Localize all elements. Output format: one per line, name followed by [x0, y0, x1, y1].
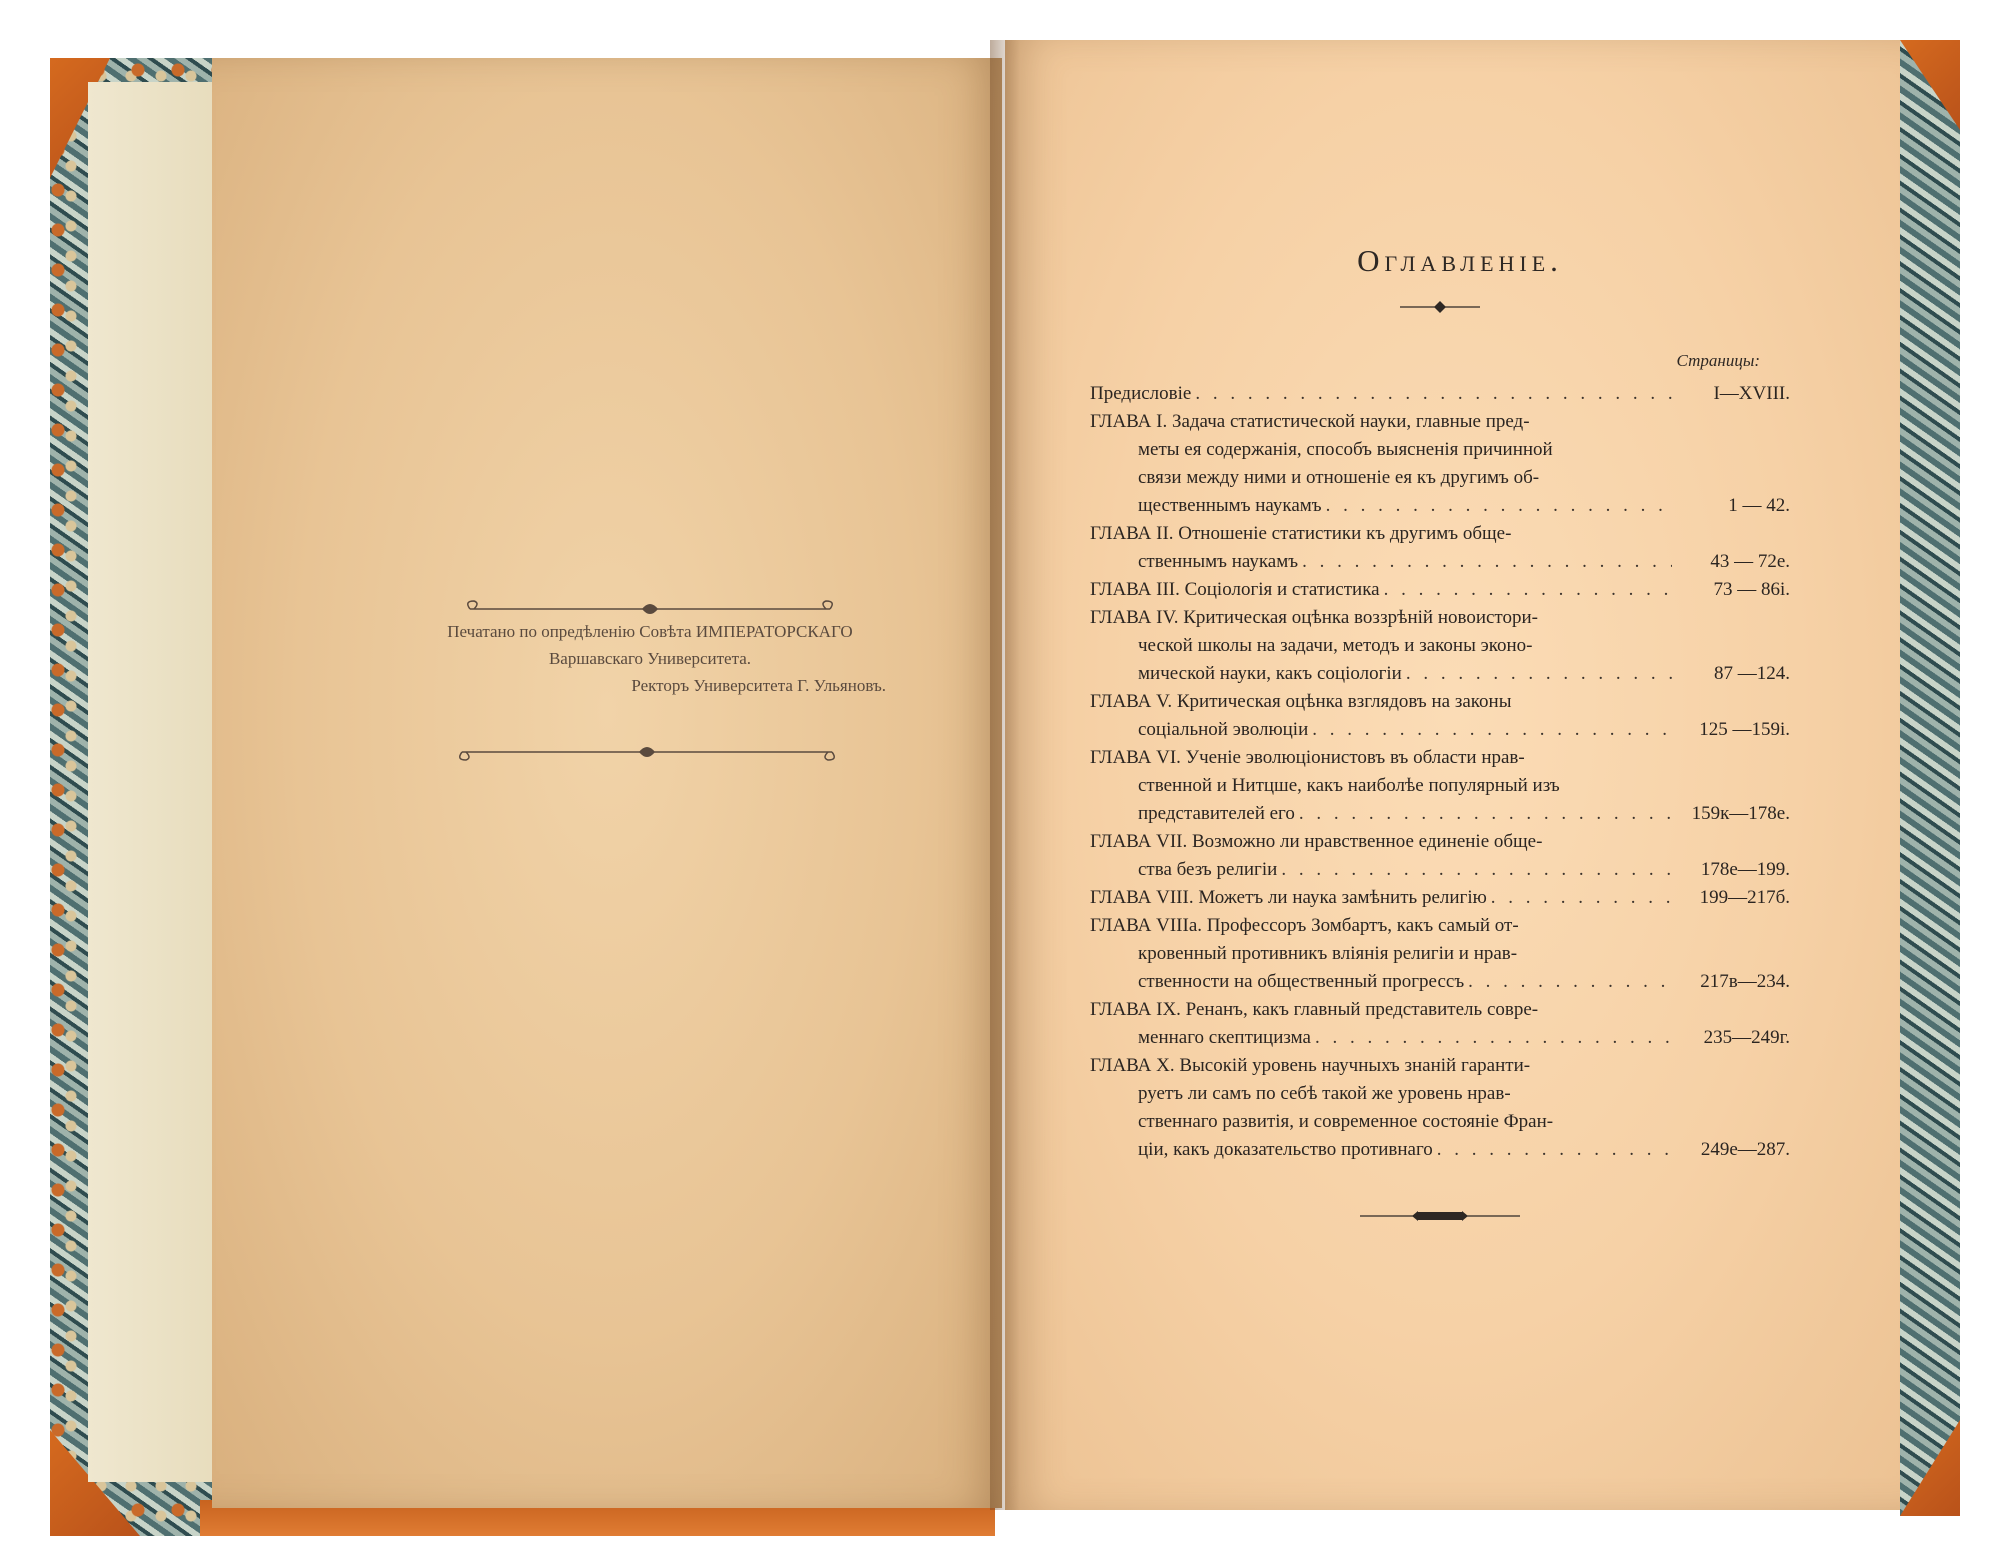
imprint-line: Печатано по опредѣленію Совѣта ИМПЕРАТОРСКАГО — [447, 622, 853, 641]
toc-page-number: 199—217б. — [1699, 887, 1790, 908]
dot-leader — [1464, 968, 1672, 996]
toc-entry — [1090, 380, 1790, 408]
toc-entry — [1090, 884, 1790, 912]
toc-entry-text: щественнымъ наукамъ — [1138, 495, 1322, 516]
book-gutter — [990, 40, 1020, 1510]
page-title: Оглавленіе. — [1357, 243, 1563, 278]
toc-entry — [1090, 828, 1790, 884]
dot-leader — [1295, 800, 1672, 828]
toc-page-number: 178е—199. — [1700, 859, 1790, 880]
toc-entry — [1090, 912, 1790, 996]
toc-entry-text: ГЛАВА II. Отношеніе статистики къ другимъ обще- — [1090, 523, 1512, 544]
toc-entry — [1090, 1052, 1790, 1164]
marbled-cover-right — [1900, 40, 1960, 1516]
dot-leader — [1322, 492, 1672, 520]
imprint-rector: Ректоръ Университета Г. Ульяновъ. — [631, 676, 886, 695]
toc-entry — [1090, 604, 1790, 688]
toc-entry-text: руетъ ли самъ по себѣ такой же уровень нрав- — [1138, 1083, 1511, 1104]
toc-entry-text: ГЛАВА III. Соціологія и статистика — [1090, 579, 1380, 600]
toc-entry-text: ГЛАВА VII. Возможно ли нравственное единеніе обще- — [1090, 831, 1543, 852]
table-of-contents — [1090, 380, 1790, 1164]
toc-page-number: 159к—178е. — [1691, 803, 1790, 824]
dot-leader — [1402, 660, 1672, 688]
toc-entry-text: представителей его — [1138, 803, 1295, 824]
dot-leader — [1277, 856, 1672, 884]
toc-entry — [1090, 576, 1790, 604]
toc-page-number: 235—249г. — [1703, 1027, 1790, 1048]
toc-entry-text: ственности на общественный прогрессъ — [1138, 971, 1465, 992]
ornament-top-icon — [460, 598, 840, 620]
toc-entry-text: ГЛАВА X. Высокій уровень научныхъ знаній гаранти- — [1090, 1055, 1531, 1076]
toc-page-number: I—XVIII. — [1713, 383, 1790, 404]
toc-entry-text: ственнымъ наукамъ — [1138, 551, 1299, 572]
title-ornament-icon — [1400, 300, 1480, 314]
toc-entry-text: ГЛАВА VIIIа. Профессоръ Зомбартъ, какъ самый от- — [1090, 915, 1519, 936]
toc-entry-text: ціи, какъ доказательство противнаго — [1138, 1139, 1433, 1160]
toc-entry — [1090, 996, 1790, 1052]
toc-entry-text: соціальной эволюціи — [1138, 719, 1309, 740]
toc-page-number: 217в—234. — [1700, 971, 1790, 992]
toc-page-number: 125 —159і. — [1699, 719, 1790, 740]
toc-entry — [1090, 688, 1790, 744]
toc-entry-text: ГЛАВА IV. Критическая оцѣнка воззрѣній новоистори- — [1090, 607, 1538, 628]
toc-entry-text: кровенный противникъ вліянія религіи и нрав- — [1138, 943, 1518, 964]
toc-entry-text: ственнаго развитія, и современное состояніе Фран- — [1138, 1111, 1554, 1132]
toc-entry-text: ственной и Нитцше, какъ наиболѣе популярный изъ — [1138, 775, 1560, 796]
ornament-bottom-icon — [452, 741, 842, 763]
toc-entry-text: ГЛАВА V. Критическая оцѣнка взглядовъ на законы — [1090, 691, 1512, 712]
toc-entry — [1090, 408, 1790, 520]
toc-entry-text: Предисловіе — [1090, 383, 1192, 404]
imprint-block — [410, 618, 890, 699]
toc-entry-text: связи между ними и отношеніе ея къ другимъ об- — [1138, 467, 1540, 488]
dot-leader — [1308, 716, 1672, 744]
toc-entry-text: ГЛАВА IX. Ренанъ, какъ главный представитель совре- — [1090, 999, 1539, 1020]
toc-page-number: 73 — 86і. — [1713, 579, 1790, 600]
toc-entry-text: меннаго скептицизма — [1138, 1027, 1311, 1048]
toc-page-number: 1 — 42. — [1728, 495, 1790, 516]
toc-entry-text: мической науки, какъ соціологіи — [1138, 663, 1402, 684]
toc-entry-text: меты ея содержанія, способъ выясненія причинной — [1138, 439, 1553, 460]
toc-entry — [1090, 520, 1790, 576]
toc-entry-text: ческой школы на задачи, методъ и законы эконо- — [1138, 635, 1533, 656]
left-page — [212, 58, 1002, 1508]
toc-page-number: 87 —124. — [1714, 663, 1790, 684]
toc-page-number: 249е—287. — [1700, 1139, 1790, 1160]
dot-leader — [1433, 1136, 1672, 1164]
dot-leader — [1487, 884, 1672, 912]
flyleaf — [88, 82, 223, 1482]
pages-column-label: Страницы: — [1676, 351, 1760, 370]
end-ornament-icon — [1360, 1208, 1520, 1224]
dot-leader — [1191, 380, 1672, 408]
dot-leader — [1298, 548, 1672, 576]
toc-entry-text: ства безъ религіи — [1138, 859, 1278, 880]
dot-leader — [1380, 576, 1672, 604]
dot-leader — [1311, 1024, 1672, 1052]
toc-entry-text: ГЛАВА VIII. Можетъ ли наука замѣнить религію — [1090, 887, 1487, 908]
imprint-line: Варшавскаго Университета. — [548, 649, 752, 668]
toc-entry — [1090, 744, 1790, 828]
toc-page-number: 43 — 72е. — [1710, 551, 1790, 572]
toc-entry-text: ГЛАВА VI. Ученіе эволюціонистовъ въ области нрав- — [1090, 747, 1525, 768]
toc-entry-text: ГЛАВА I. Задача статистической науки, главные пред- — [1090, 411, 1530, 432]
